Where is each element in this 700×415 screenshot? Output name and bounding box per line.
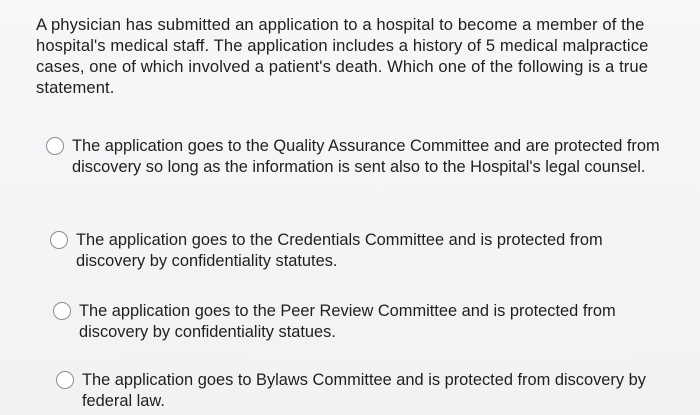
radio-button-4[interactable] bbox=[56, 371, 74, 389]
radio-button-2[interactable] bbox=[50, 231, 68, 249]
answer-option-4-label[interactable]: The application goes to Bylaws Committee and is protected from discovery by federal law. bbox=[82, 371, 646, 410]
answer-option-1-label[interactable]: The application goes to the Quality Assurance Committee and are protected from discovery so long as the information is sent also to the Hospital's legal counsel. bbox=[72, 137, 660, 176]
question-text: A physician has submitted an application to a hospital to become a member of the hospital's medical staff. The application includes a history of 5 medical malpractice cases, one of which involved a patient's death. Which one of the following is a true statement. bbox=[36, 15, 649, 97]
radio-button-1[interactable] bbox=[46, 137, 64, 155]
answer-option-2-label[interactable]: The application goes to the Credentials Committee and is protected from discovery by confidentiality statutes. bbox=[76, 231, 603, 270]
answer-option-3-label[interactable]: The application goes to the Peer Review Committee and is protected from discovery by confidentiality statues. bbox=[79, 302, 616, 341]
answer-option-4[interactable] bbox=[56, 370, 676, 412]
radio-button-3[interactable] bbox=[53, 302, 71, 320]
answer-option-2[interactable] bbox=[50, 230, 650, 272]
answer-option-1[interactable] bbox=[46, 136, 661, 178]
answer-option-3[interactable] bbox=[53, 301, 653, 343]
